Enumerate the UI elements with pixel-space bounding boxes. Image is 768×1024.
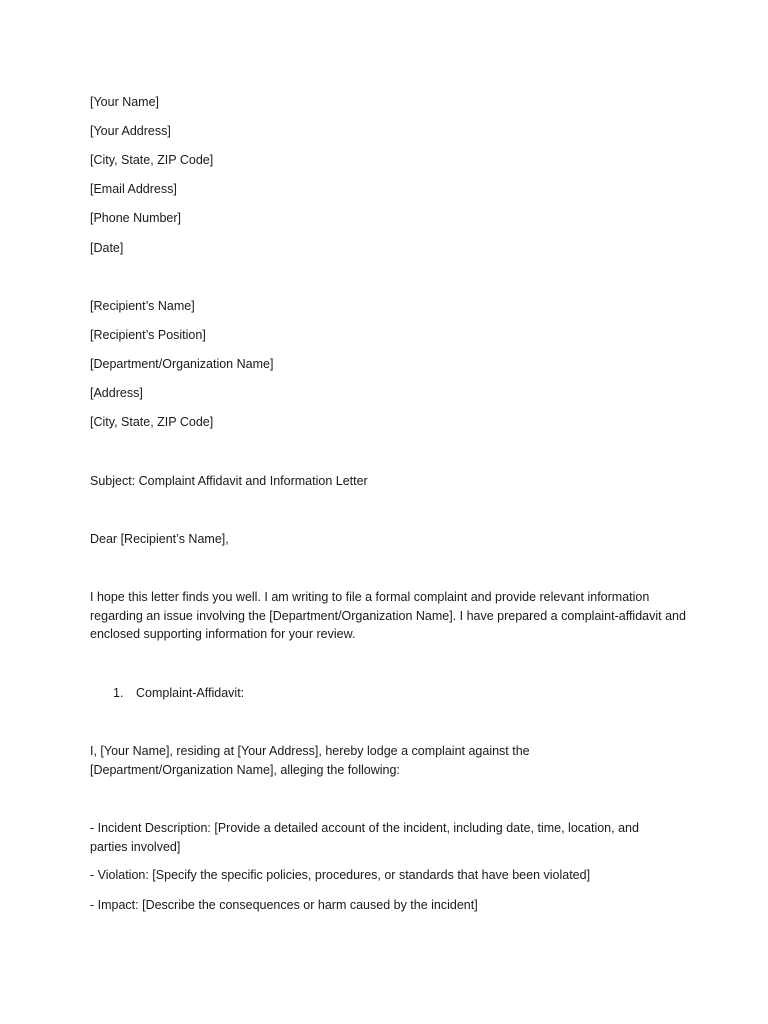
sender-city-state-zip: [City, State, ZIP Code] bbox=[90, 153, 214, 167]
letter-date: [Date] bbox=[90, 241, 124, 255]
sender-name: [Your Name] bbox=[90, 95, 160, 109]
sender-email: [Email Address] bbox=[90, 182, 177, 196]
salutation: Dear [Recipient’s Name], bbox=[90, 532, 229, 546]
recipient-position: [Recipient’s Position] bbox=[90, 328, 206, 342]
sender-address: [Your Address] bbox=[90, 124, 171, 138]
section-title: Complaint-Affidavit: bbox=[136, 686, 245, 700]
subject-line: Subject: Complaint Affidavit and Information Letter bbox=[90, 474, 368, 488]
allegation-incident-description: - Incident Description: [Provide a detailed account of the incident, including date, time, location, and parties involved] bbox=[90, 821, 639, 854]
recipient-address: [Address] bbox=[90, 386, 143, 400]
allegation-impact: - Impact: [Describe the consequences or harm caused by the incident] bbox=[90, 898, 478, 912]
recipient-name: [Recipient’s Name] bbox=[90, 299, 195, 313]
allegation-violation: - Violation: [Specify the specific policies, procedures, or standards that have been violated] bbox=[90, 868, 591, 882]
intro-paragraph: I hope this letter finds you well. I am writing to file a formal complaint and provide relevant information regarding an issue involving the [Department/Organization Name]. I have prepared a complaint-affidavit and enclosed supporting information for your review. bbox=[90, 590, 686, 641]
recipient-organization: [Department/Organization Name] bbox=[90, 357, 274, 371]
recipient-city-state-zip: [City, State, ZIP Code] bbox=[90, 415, 214, 429]
affidavit-paragraph: I, [Your Name], residing at [Your Address], hereby lodge a complaint against the [Department/Organization Name], alleging the following: bbox=[90, 744, 530, 777]
section-number: 1. bbox=[113, 686, 124, 700]
sender-phone: [Phone Number] bbox=[90, 211, 182, 225]
